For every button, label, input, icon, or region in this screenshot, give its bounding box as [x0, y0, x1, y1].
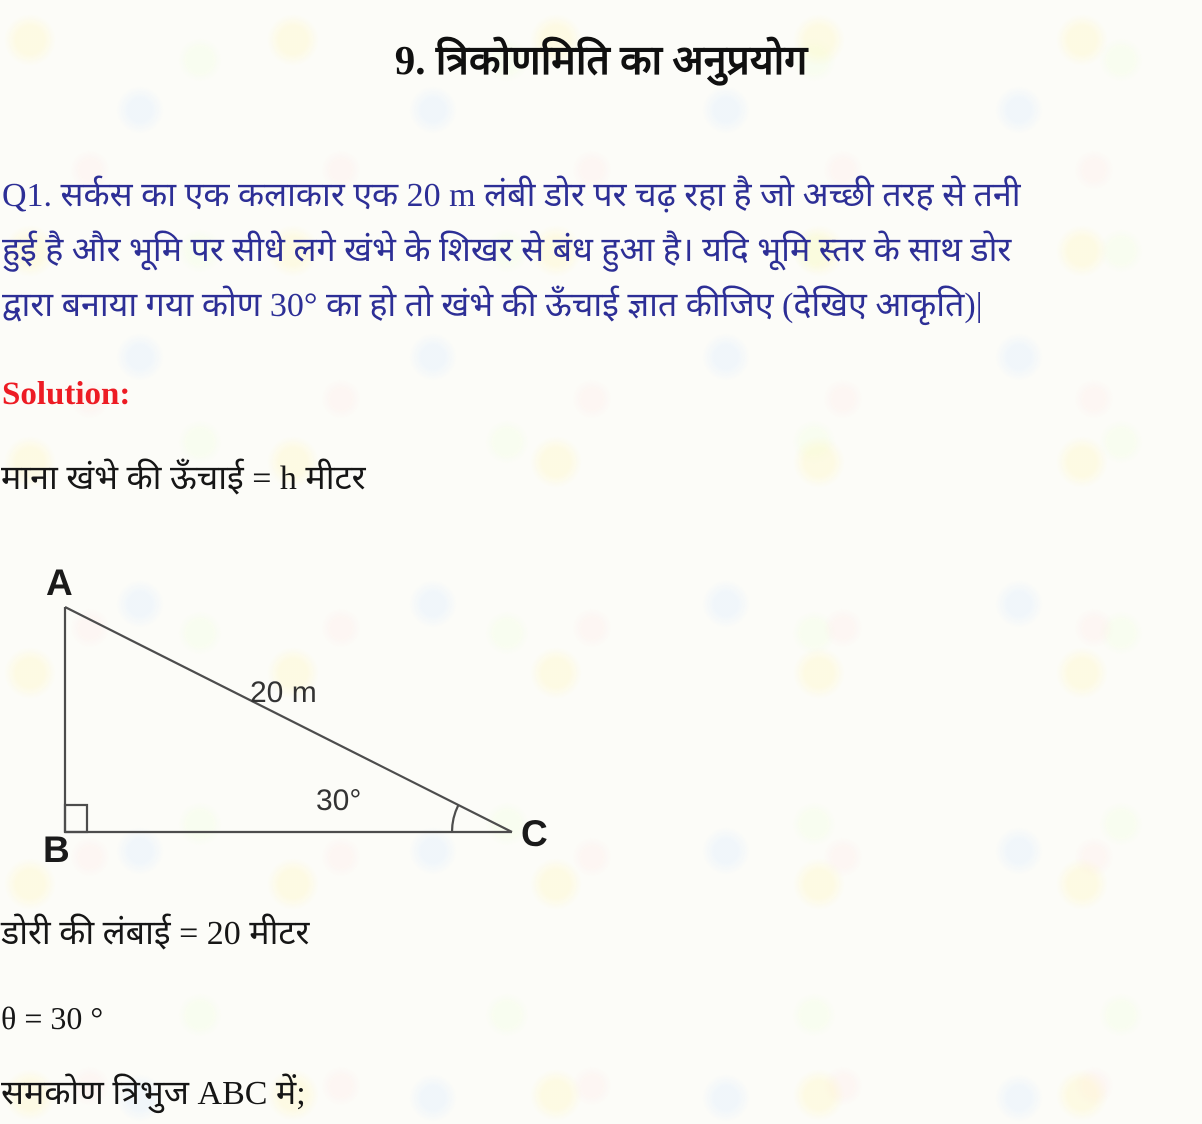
right-triangle-statement: समकोण त्रिभुज ABC में; [1, 1075, 306, 1112]
question-line-1: Q1. सर्कस का एक कलाकार एक 20 m लंबी डोर पर चढ़ रहा है जो अच्छी तरह से तनी [2, 177, 1021, 214]
vertex-c-label: C [521, 813, 548, 854]
rope-length-statement: डोरी की लंबाई = 20 मीटर [1, 915, 310, 952]
solution-heading: Solution: [2, 376, 131, 412]
assumption-statement: माना खंभे की ऊँचाई = h मीटर [1, 460, 366, 497]
right-angle-marker [65, 805, 87, 832]
angle-value-label: 30° [316, 784, 362, 817]
vertex-a-label: A [46, 562, 73, 603]
vertex-b-label: B [43, 829, 70, 870]
question-line-2: हुई है और भूमि पर सीधे लगे खंभे के शिखर से बंध हुआ है। यदि भूमि स्तर के साथ डोर [2, 232, 1012, 269]
question-paragraph [2, 168, 1202, 333]
hypotenuse-ac-line [65, 607, 512, 832]
triangle-diagram [20, 545, 580, 885]
page-title: 9. त्रिकोणमिति का अनुप्रयोग [394, 37, 808, 84]
question-line-3: द्वारा बनाया गया कोण 30° का हो तो खंभे की ऊँचाई ज्ञात कीजिए (देखिए आकृति)| [2, 287, 983, 324]
angle-arc [452, 805, 458, 832]
hypotenuse-length-label: 20 m [250, 676, 317, 709]
angle-statement: θ = 30 ° [1, 1000, 104, 1036]
